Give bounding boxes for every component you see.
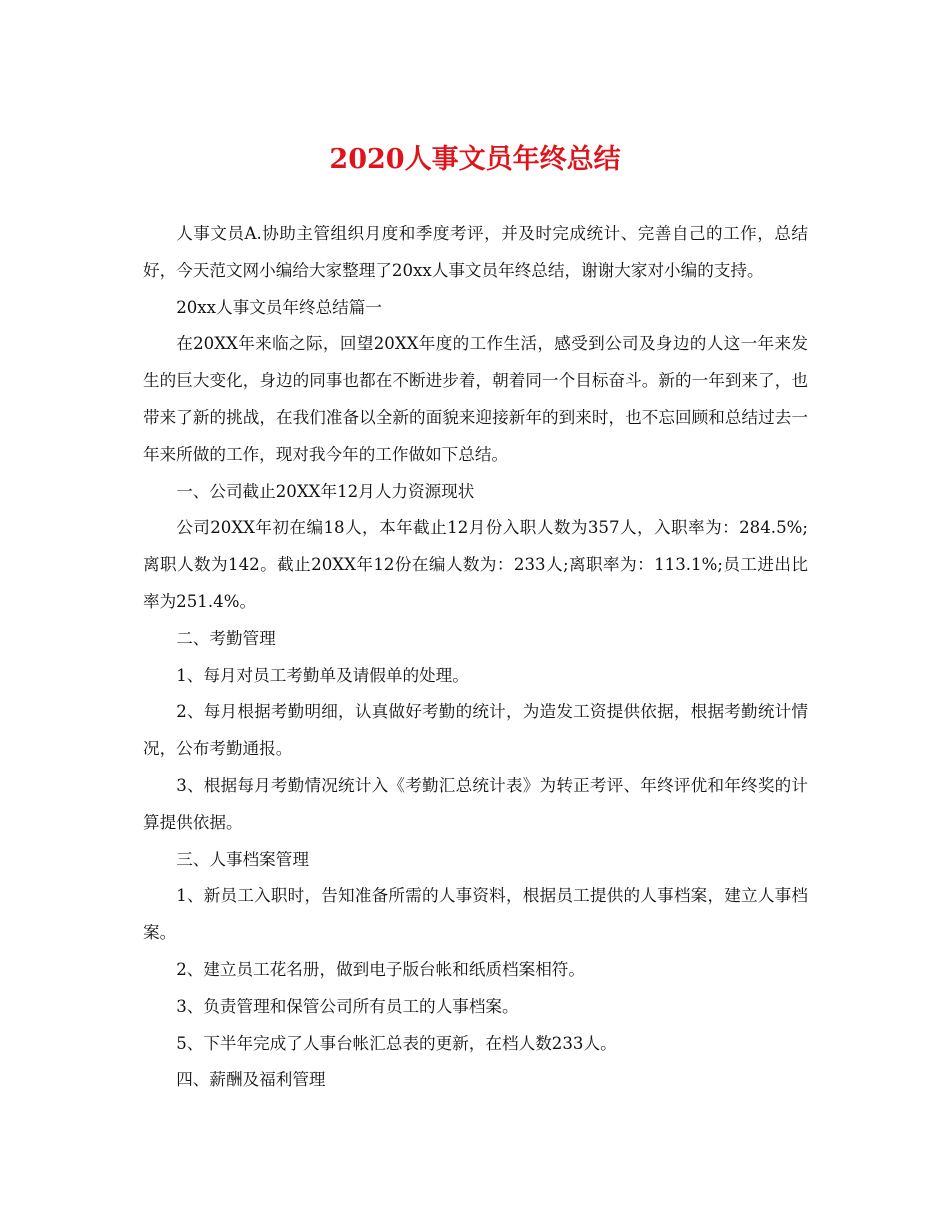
list-item-records-2: 2、建立员工花名册，做到电子版台帐和纸质档案相符。 — [176, 959, 585, 979]
paragraph-intro: 人事文员A.协助主管组织月度和季度考评，并及时完成统计、完善自己的工作，总结好，今天范文网小编给大家整理了20xx人事文员年终总结，谢谢大家对小编的支持。 — [143, 224, 808, 280]
list-item-attendance-2: 2、每月根据考勤明细，认真做好考勤的统计，为造发工资提供依据，根据考勤统计情况，公布考勤通报。 — [143, 702, 808, 759]
paragraph-opening: 在20XX年来临之际，回望20XX年度的工作生活，感受到公司及身边的人这一年来发生的巨大变化，身边的同事也都在不断进步着，朝着同一个目标奋斗。新的一年到来了，也带来了新的挑战，在我们准备以全新的面貌来迎接新年的到来时，也不忘回顾和总结过去一年来所做的工作，现对我今年的工作做如下总结。 — [143, 334, 808, 464]
section-heading-hr-status: 一、公司截止20XX年12月人力资源现状 — [176, 481, 475, 501]
list-item-records-3: 3、负责管理和保管公司所有员工的人事档案。 — [176, 996, 519, 1016]
section-heading-compensation: 四、薪酬及福利管理 — [176, 1070, 326, 1090]
list-item-records-1: 1、新员工入职时，告知准备所需的人事资料，根据员工提供的人事档案，建立人事档案。 — [143, 886, 808, 943]
list-item-records-5: 5、下半年完成了人事台帐汇总表的更新，在档人数233人。 — [176, 1033, 617, 1053]
section-heading-records: 三、人事档案管理 — [176, 849, 309, 869]
paragraph-hr-status: 公司20XX年初在编18人，本年截止12月份入职人数为357人，入职率为：284.5%;离职人数为142。截止20XX年12份在编人数为：233人;离职率为：113.1%;员工进出比率为251.4%。 — [143, 518, 808, 611]
document-body — [143, 216, 808, 1099]
list-item-attendance-3: 3、根据每月考勤情况统计入《考勤汇总统计表》为转正考评、年终评优和年终奖的计算提供依据。 — [143, 775, 808, 832]
list-item-attendance-1: 1、每月对员工考勤单及请假单的处理。 — [176, 665, 469, 685]
section-heading-attendance: 二、考勤管理 — [176, 628, 276, 648]
document-title: 2020人事文员年终总结 — [329, 144, 621, 175]
section-heading-part-one: 20xx人事文员年终总结篇一 — [176, 297, 382, 317]
